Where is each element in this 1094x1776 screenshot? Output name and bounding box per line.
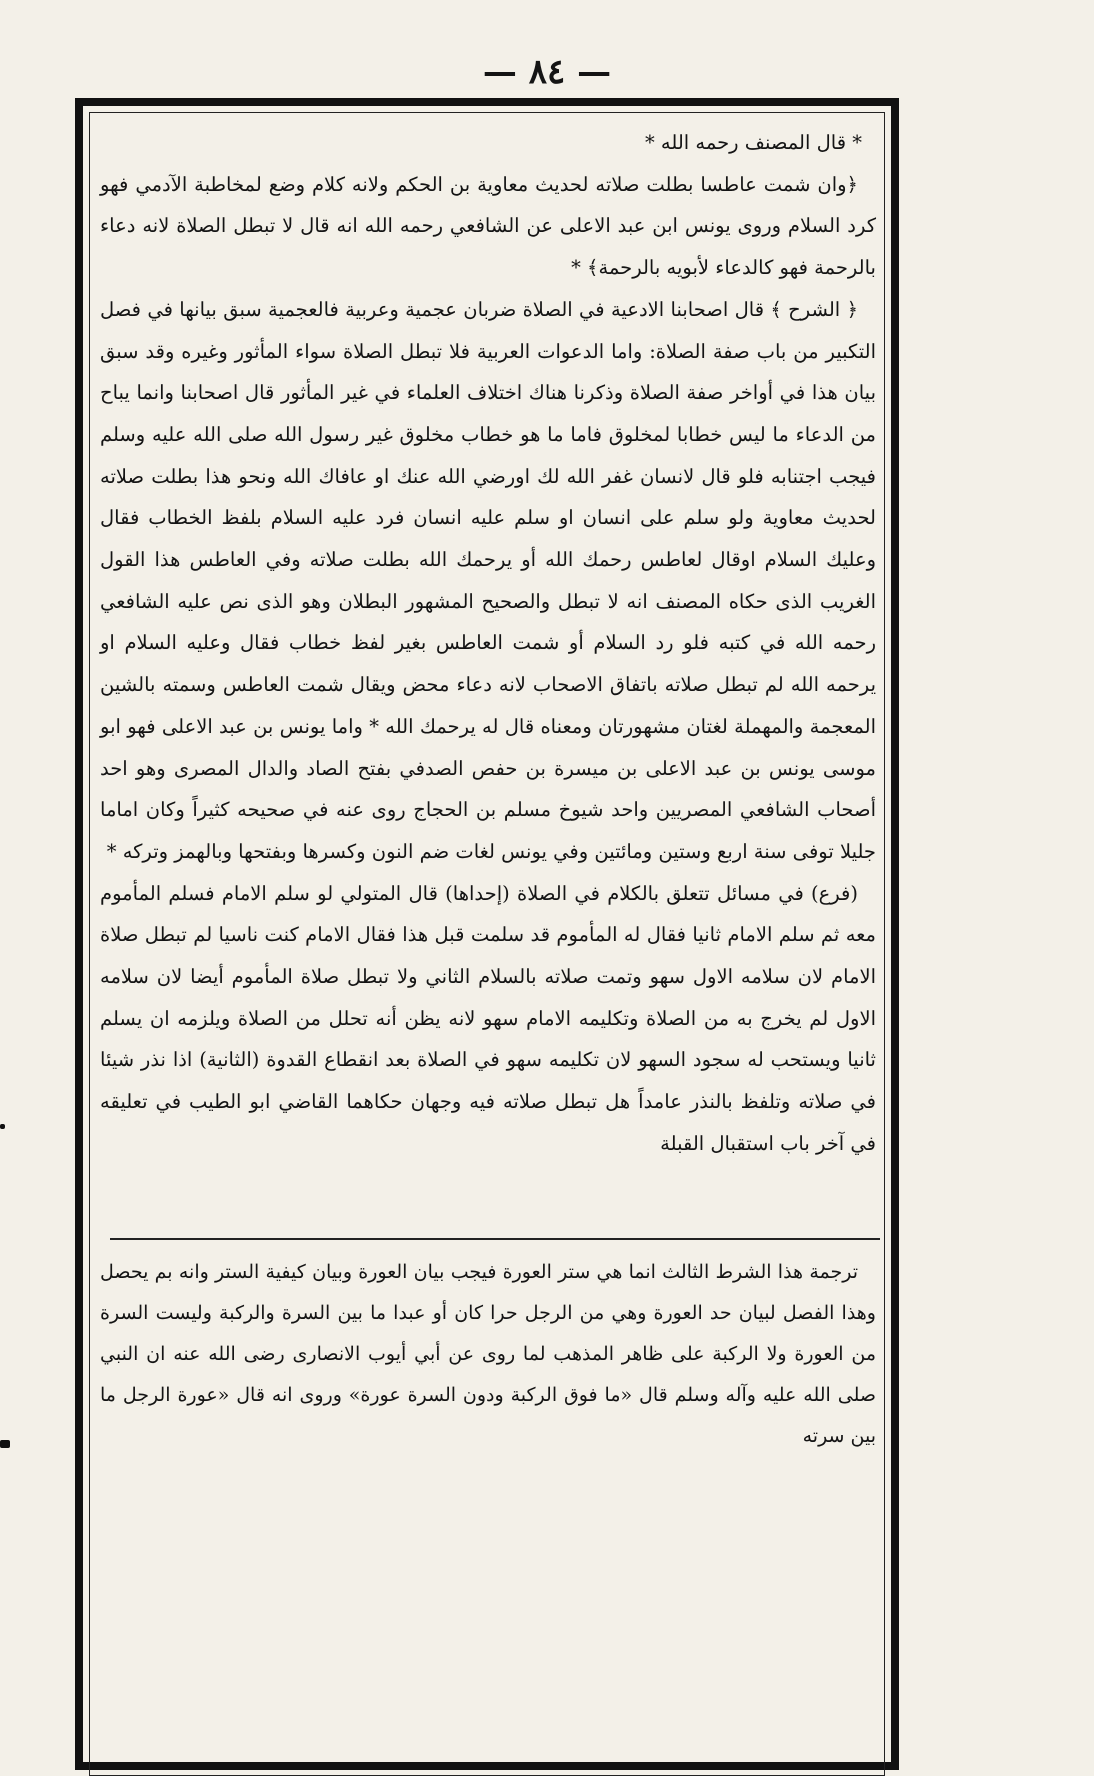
far-paragraph: (فرع) في مسائل تتعلق بالكلام في الصلاة (إحداها) قال المتولي لو سلم الامام فسلم المأموم معه ثم سلم الامام ثانيا فقال له المأموم قد سلمت قبل هذا فقال الامام كنت ناسيا لم تبطل صلاة الامام لان سلامه الاول سهو وتمت صلاته بالسلام الثاني ولا تبطل صلاة المأموم أيضا لان سلامه الاول لم يخرج به من الصلاة وتكليمه الامام سهو لانه يظن أنه تحلل من الصلاة ويلزمه ان يسلم ثانيا ويستحب له سجود السهو لان تكليمه سهو في الصلاة بعد انقطاع القدوة (الثانية) اذا نذر شيئا في صلاته وتلفظ بالنذر عامداً هل تبطل صلاته فيه وجهان حكاهما القاضي ابو الطيب في تعليقه في آخر باب استقبال القبلة	[100, 881, 876, 1155]
footnote	[100, 1252, 876, 1457]
footnote-separator	[110, 1238, 880, 1240]
scan-edge-mark	[0, 1124, 5, 1129]
matn-paragraph: ﴿وان شمت عاطسا بطلت صلاته لحديث معاوية بن الحكم ولانه كلام وضع لمخاطبة الآدمي فهو كرد السلام وروى يونس ابن عبد الاعلى عن الشافعي رحمه الله انه قال لا تبطل الصلاة لانه دعاء بالرحمة فهو كالدعاء لأبويه بالرحمة﴾ *	[100, 172, 876, 280]
main-text-body	[100, 122, 876, 1165]
scan-edge-mark	[0, 1440, 10, 1448]
page-number: — ٨٤ —	[482, 52, 612, 92]
footnote-text: ترجمة هذا الشرط الثالث انما هي ستر العورة فيجب بيان العورة وبيان كيفية الستر وانه بم يحصل وهذا الفصل لبيان حد العورة وهي من الرجل حرا كان أو عبدا ما بين السرة والركبة وليست السرة من العورة ولا الركبة على ظاهر المذهب لما روى عن أبي أيوب الانصارى رضى الله عنه ان النبي صلى الله عليه وآله وسلم قال «ما فوق الركبة ودون السرة عورة» وروى انه قال «عورة الرجل ما بين سرته	[100, 1261, 876, 1447]
author-heading: * قال المصنف رحمه الله *	[644, 131, 862, 154]
sharh-paragraph: ﴿ الشرح ﴾ قال اصحابنا الادعية في الصلاة ضربان عجمية وعربية فالعجمية سبق بيانها في فصل التكبير من باب صفة الصلاة: واما الدعوات العربية فلا تبطل الصلاة سواء المأثور وغيره وقد سبق بيان هذا في أواخر صفة الصلاة وذكرنا هناك اختلاف العلماء في غير المأثور قال اصحابنا وانما يباح من الدعاء ما ليس خطابا لمخلوق فاما ما هو خطاب مخلوق غير رسول الله صلى الله عليه وسلم فيجب اجتنابه فلو قال لانسان غفر الله لك اورضي الله عنك او عافاك الله ونحو هذا بطلت صلاته لحديث معاوية ولو سلم على انسان او سلم عليه انسان فرد عليه السلام بلفظ الخطاب فقال وعليك السلام اوقال لعاطس رحمك الله أو يرحمك الله بطلت صلاته وفي العاطس هذا القول الغريب الذى حكاه المصنف انه لا تبطل والصحيح المشهور البطلان وهو الذى نص عليه الشافعي رحمه الله في كتبه فلو رد السلام أو شمت العاطس بغير لفظ خطاب فقال وعليه السلام او يرحمه الله لم تبطل صلاته باتفاق الاصحاب لانه دعاء محض ويقال شمت العاطس وسمته بالشين المعجمة والمهملة لغتان مشهورتان ومعناه قال له يرحمك الله * واما يونس بن عبد الاعلى فهو ابو موسى يونس بن عبد الاعلى بن ميسرة بن حفص الصدفي بفتح الصاد والدال المصرى وهو احد أصحاب الشافعي المصريين واحد شيوخ مسلم بن الحجاج روى عنه في صحيحه كثيراً وكان اماما جليلا توفى سنة اربع وستين ومائتين وفي يونس لغات ضم النون وكسرها وبفتحها وبالهمز وتركه *	[100, 297, 876, 863]
